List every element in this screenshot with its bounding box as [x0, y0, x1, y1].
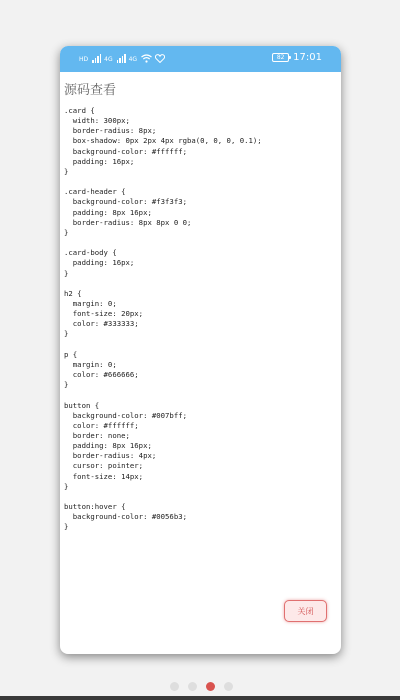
signal-icon [92, 53, 101, 63]
bottom-bar [0, 696, 400, 700]
close-button[interactable]: 关闭 [284, 600, 327, 622]
network-tag: 4G [128, 56, 138, 63]
page-title: 源码查看 [64, 83, 117, 98]
phone-screen [60, 46, 341, 654]
hd-tag: HD [79, 56, 89, 63]
source-code-view: .card { width: 300px; border-radius: 8px; box-shadow: 0px 2px 4px rgba(0, 0, 0, 0.1); background-color: #ffffff; padding: 16px; } .card-header { background-color: #f3f3f3; padding: 8px 16px; border-radius: 8px 8px 0 0; } .card-body { padding: 16px; } h2 { margin: 0; font-size: 20px; color: #333333; } p { margin: 0; color: #666666; } button { background-color: #007bff; color: #ffffff; border: none; padding: 8px 16px; border-radius: 4px; cursor: pointer; font-size: 14px; } button:hover { background-color: #0056b3; } [64, 106, 262, 532]
page-dot[interactable] [224, 682, 233, 691]
page-dot[interactable] [188, 682, 197, 691]
page-dot[interactable] [170, 682, 179, 691]
status-bar-left [79, 53, 165, 63]
heart-icon [155, 54, 165, 63]
wifi-icon [141, 54, 152, 63]
page-indicator [170, 682, 233, 691]
status-bar [60, 46, 341, 72]
battery-icon: 82 [272, 53, 289, 62]
status-time: 17:01 [293, 52, 322, 63]
status-bar-right [272, 52, 322, 63]
signal-icon [117, 53, 126, 63]
network-tag: 4G [104, 56, 113, 63]
page-dot[interactable] [206, 682, 215, 691]
